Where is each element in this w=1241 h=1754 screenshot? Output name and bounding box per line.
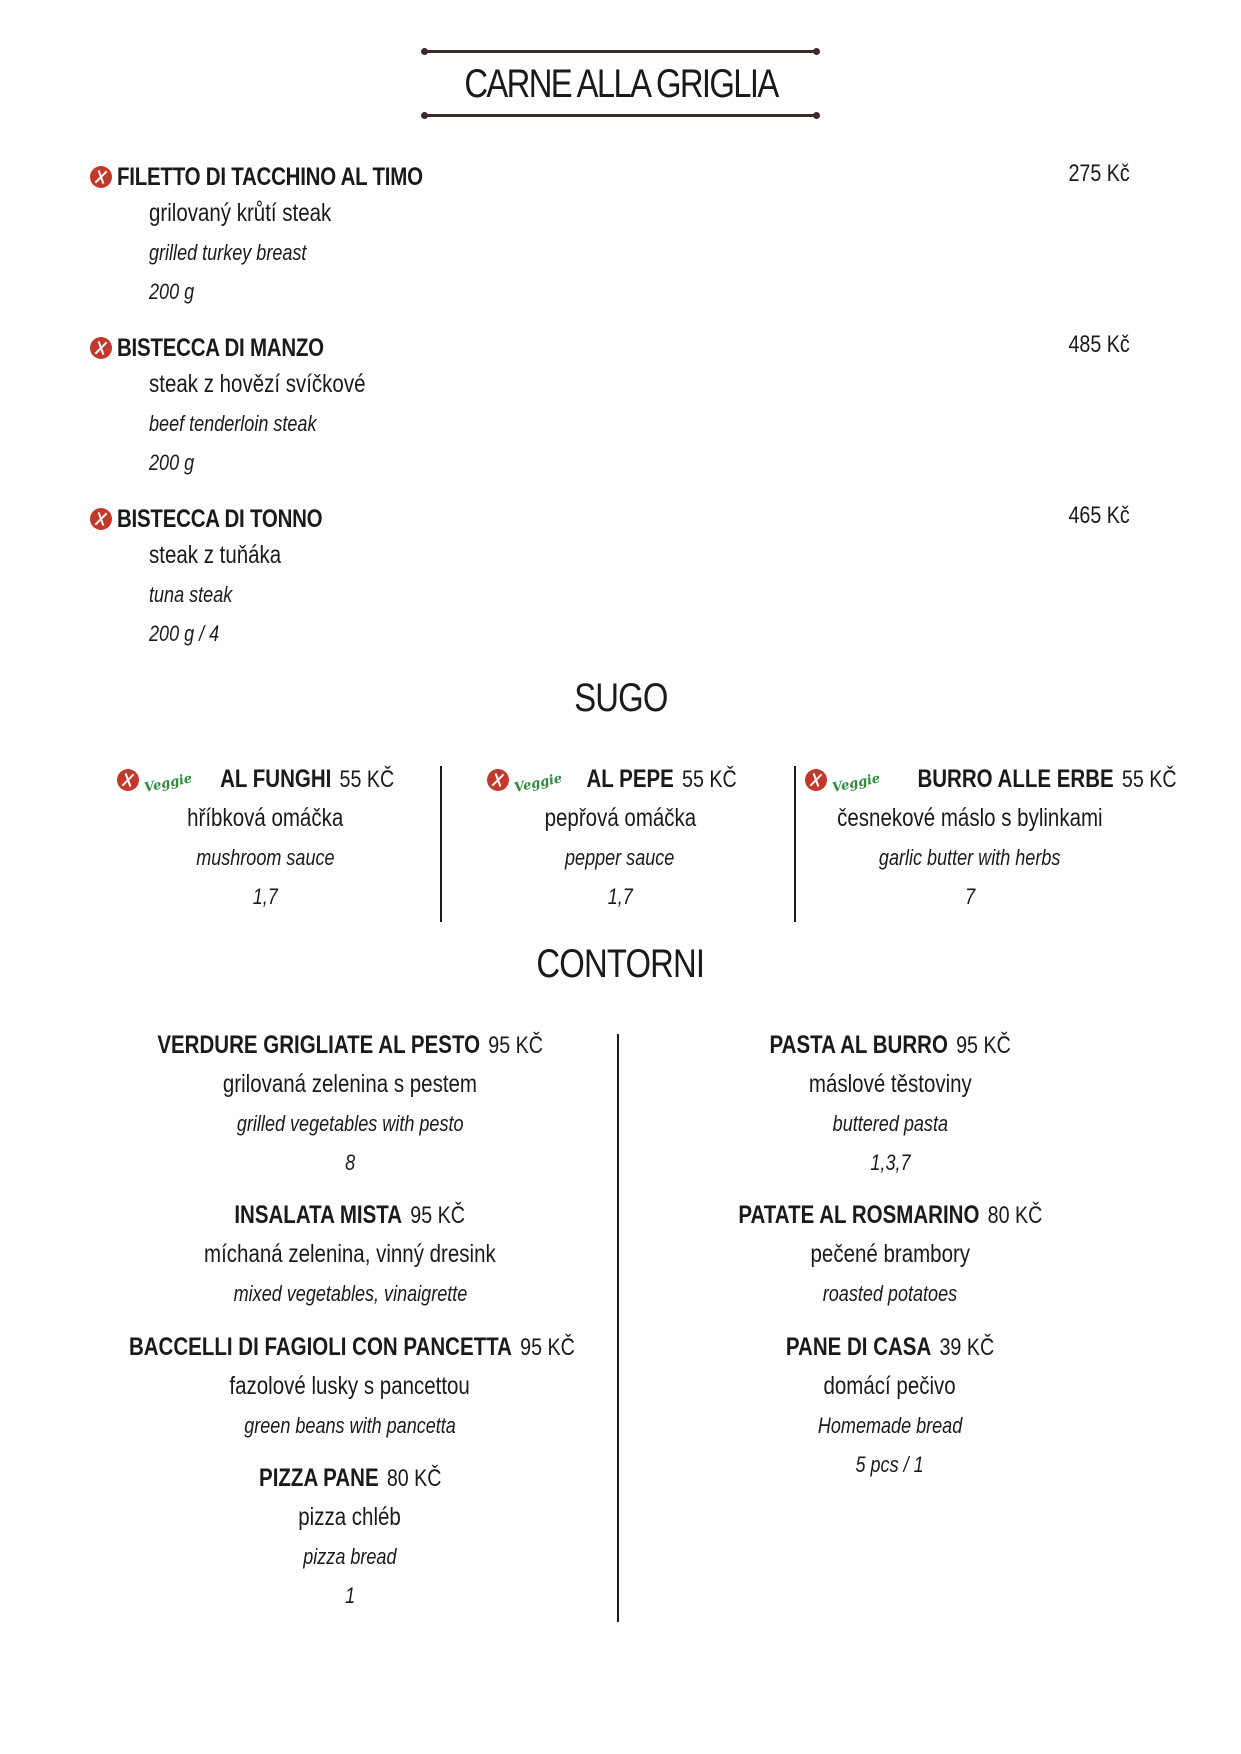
sauce-allergens: 7 — [964, 884, 976, 909]
dish-description-cz: steak z tuňáka — [149, 541, 282, 569]
column-divider — [794, 766, 796, 922]
side-dish — [630, 1196, 1150, 1313]
page-header — [0, 48, 1241, 119]
gluten-free-icon — [487, 769, 509, 791]
side-dish — [80, 1459, 620, 1615]
side-description-cz: máslové těstoviny — [808, 1070, 972, 1098]
side-allergens: 1 — [344, 1583, 356, 1608]
sauce-allergens: 1,7 — [252, 884, 278, 909]
side-dish — [630, 1026, 1150, 1182]
side-description-cz: fazolové lusky s pancettou — [229, 1372, 471, 1400]
gluten-free-icon — [117, 769, 139, 791]
dish-weight: 200 g / 4 — [149, 621, 220, 646]
sauce-item — [100, 760, 430, 916]
dish-price: 465 Kč — [1068, 502, 1130, 529]
side-description-en: grilled vegetables with pesto — [236, 1111, 464, 1136]
side-description-en: green beans with pancetta — [244, 1413, 456, 1438]
dish-description-en: beef tenderloin steak — [149, 411, 317, 436]
side-price: 80 KČ — [386, 1465, 442, 1492]
side-price: 95 KČ — [520, 1334, 575, 1361]
gluten-free-icon — [90, 337, 112, 359]
dish-weight: 200 g — [149, 450, 195, 475]
dish-weight: 200 g — [149, 279, 195, 304]
dish-price: 485 Kč — [1068, 331, 1130, 358]
sauce-description-cz: česnekové máslo s bylinkami — [837, 804, 1103, 832]
dish-name: FILETTO DI TACCHINO AL TIMO — [117, 162, 423, 191]
side-dish — [80, 1328, 620, 1445]
dish-name: BISTECCA DI TONNO — [117, 504, 323, 533]
side-dish — [630, 1328, 1150, 1484]
side-price: 95 KČ — [488, 1032, 543, 1059]
sauce-description-en: mushroom sauce — [195, 845, 335, 870]
side-name: PASTA AL BURRO — [769, 1031, 948, 1059]
veggie-icon: Veggie — [512, 771, 564, 796]
sauce-description-en: pepper sauce — [565, 845, 675, 870]
menu-item-grill — [90, 331, 1130, 482]
side-price: 39 KČ — [939, 1334, 995, 1361]
side-description-en: pizza bread — [303, 1544, 397, 1569]
title-rule-top — [424, 50, 818, 53]
side-description-cz: míchaná zelenina, vinný dresink — [204, 1240, 496, 1268]
sauce-price: 55 KČ — [339, 766, 394, 793]
side-name: PIZZA PANE — [258, 1464, 379, 1492]
section-title-contorni: CONTORNI — [536, 942, 705, 986]
side-name: PANE DI CASA — [785, 1333, 932, 1361]
sauce-name: BURRO ALLE ERBE — [917, 765, 1114, 793]
side-description-en: mixed vegetables, vinaigrette — [233, 1281, 467, 1306]
veggie-icon: Veggie — [830, 771, 882, 796]
side-allergens: 5 pcs / 1 — [855, 1452, 925, 1477]
sauce-allergens: 1,7 — [607, 884, 633, 909]
side-allergens: 1,3,7 — [869, 1150, 911, 1175]
sauce-name: AL PEPE — [586, 765, 675, 793]
side-description-cz: pečené brambory — [810, 1240, 970, 1268]
dish-description-cz: grilovaný krůtí steak — [149, 199, 332, 227]
side-price: 95 KČ — [410, 1202, 466, 1229]
sauce-item — [805, 760, 1177, 916]
side-description-en: Homemade bread — [817, 1413, 963, 1438]
sauce-name: AL FUNGHI — [219, 765, 331, 793]
sauce-price: 55 KČ — [682, 766, 737, 793]
veggie-icon: Veggie — [143, 771, 194, 796]
menu-item-grill — [90, 160, 1130, 311]
side-name: VERDURE GRIGLIATE AL PESTO — [157, 1031, 480, 1059]
side-name: INSALATA MISTA — [234, 1201, 403, 1229]
sauce-description-cz: pepřová omáčka — [544, 804, 696, 832]
dish-price: 275 Kč — [1068, 160, 1130, 187]
dish-description-en: grilled turkey breast — [149, 240, 307, 265]
menu-item-grill — [90, 502, 1130, 653]
side-price: 80 KČ — [987, 1202, 1042, 1229]
sauce-item — [455, 760, 785, 916]
side-name: BACCELLI DI FAGIOLI CON PANCETTA — [128, 1333, 512, 1361]
side-description-cz: pizza chléb — [298, 1503, 402, 1531]
dish-description-en: tuna steak — [149, 582, 233, 607]
side-description-cz: grilovaná zelenina s pestem — [222, 1070, 478, 1098]
section-title-sugo: SUGO — [573, 676, 668, 720]
sauce-description-en: garlic butter with herbs — [879, 845, 1061, 870]
sauce-price: 55 KČ — [1121, 766, 1177, 793]
dish-name: BISTECCA DI MANZO — [117, 333, 324, 362]
gluten-free-icon — [805, 769, 827, 791]
side-description-cz: domácí pečivo — [823, 1372, 957, 1400]
gluten-free-icon — [90, 166, 112, 188]
page-title: CARNE ALLA GRIGLIA — [463, 62, 778, 106]
side-description-en: roasted potatoes — [822, 1281, 958, 1306]
title-rule-bottom — [424, 114, 818, 117]
gluten-free-icon — [90, 508, 112, 530]
side-dish — [80, 1196, 620, 1313]
sauce-description-cz: hříbková omáčka — [186, 804, 344, 832]
title-frame — [424, 48, 818, 119]
column-divider — [440, 766, 442, 922]
side-dish — [80, 1026, 620, 1182]
side-name: PATATE AL ROSMARINO — [738, 1201, 980, 1229]
side-description-en: buttered pasta — [832, 1111, 948, 1136]
side-allergens: 8 — [344, 1150, 356, 1175]
side-price: 95 KČ — [955, 1032, 1011, 1059]
dish-description-cz: steak z hovězí svíčkové — [149, 370, 366, 398]
